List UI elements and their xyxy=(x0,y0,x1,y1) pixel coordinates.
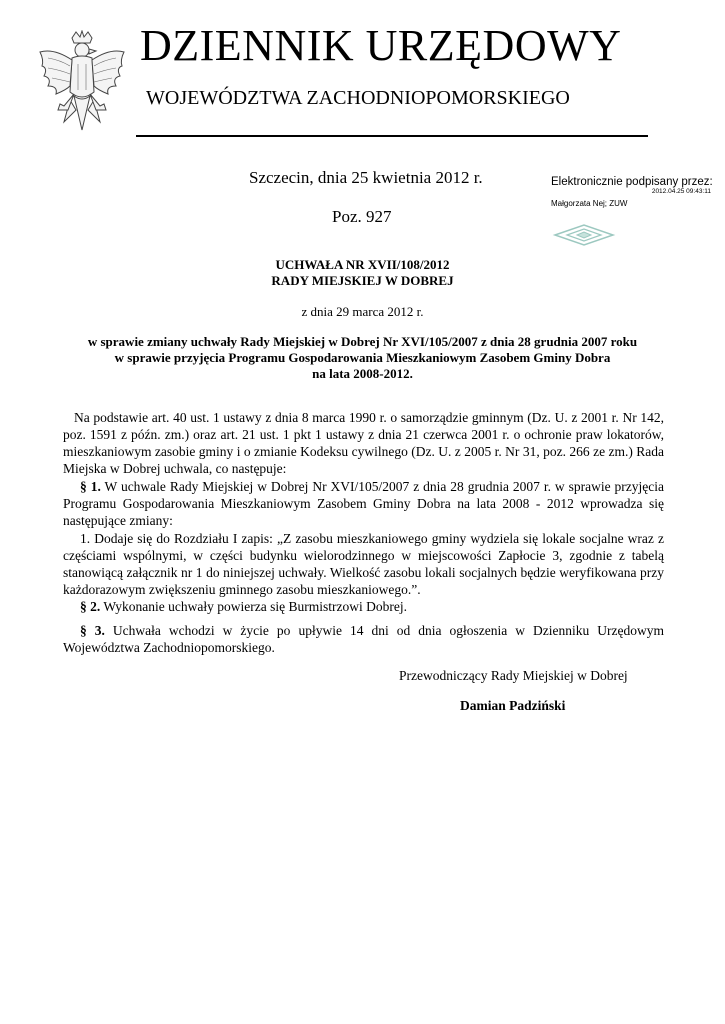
preamble-paragraph: Na podstawie art. 40 ust. 1 ustawy z dnia 8 marca 1990 r. o samorządzie gminnym (Dz. U. z 2001 r. Nr 142, poz. 1591 z późn. zm.) oraz art. 21 ust. 1 pkt 1 ustawy z dnia 21 czerwca 2001 r. o ochronie praw lokatorów, mieszkaniowym zasobie gminy i o zmianie Kodeksu cywilnego (Dz. U. z 2005 r. Nr 31, poz. 266 ze zm.) Rada Miejska w Dobrej uchwala, co następuje: xyxy=(63,410,664,476)
section-2-paragraph xyxy=(63,598,664,615)
place-date: Szczecin, dnia 25 kwietnia 2012 r. xyxy=(249,168,483,187)
position-number: Poz. 927 xyxy=(332,207,392,226)
header-divider xyxy=(136,135,648,137)
chairman-name: Damian Padziński xyxy=(460,698,566,713)
signature-stamp-logo-icon xyxy=(551,222,617,248)
section-3-label: § 3. xyxy=(80,623,105,638)
section-1-text: W uchwale Rady Miejskiej w Dobrej Nr XVI/105/2007 z dnia 28 grudnia 2007 r. w sprawie przyjęcia Programu Gospodarowania Mieszkaniowym Zasobem Gminy Dobra na lata 2008 - 2012 wprowadza się następujące zmiany: xyxy=(63,479,664,528)
section-2-label: § 2. xyxy=(80,599,101,614)
subject-line-1: w sprawie zmiany uchwały Rady Miejskiej w Dobrej Nr XVI/105/2007 z dnia 28 grudnia 2007 roku xyxy=(87,334,638,349)
section-2-text: Wykonanie uchwały powierza się Burmistrzowi Dobrej. xyxy=(100,599,407,614)
subject-line-3: na lata 2008-2012. xyxy=(312,366,413,381)
signature-signer: Małgorzata Nej; ZUW xyxy=(551,199,628,208)
signature-timestamp: 2012.04.25 09:43:11 xyxy=(651,188,711,195)
subject-line-2: w sprawie przyjęcia Programu Gospodarowania Mieszkaniowym Zasobem Gminy Dobra xyxy=(114,350,611,365)
section-3-paragraph xyxy=(63,622,664,656)
resolution-subject xyxy=(40,334,685,382)
section-1-paragraph xyxy=(63,478,664,529)
section-3-text: Uchwała wchodzi w życie po upływie 14 dni od dnia ogłoszenia w Dzienniku Urzędowym Województwa Zachodniopomorskiego. xyxy=(63,623,665,655)
resolution-number: UCHWAŁA NR XVII/108/2012 xyxy=(275,257,450,272)
resolution-body: RADY MIEJSKIEJ W DOBREJ xyxy=(271,273,454,288)
chairman-role: Przewodniczący Rady Miejskiej w Dobrej xyxy=(399,668,628,683)
signature-heading: Elektronicznie podpisany przez: xyxy=(551,176,713,188)
section-1-label: § 1. xyxy=(80,479,101,494)
electronic-signature-block xyxy=(551,176,711,208)
polish-eagle-emblem-icon xyxy=(34,30,130,144)
point-1-paragraph: 1. Dodaje się do Rozdziału I zapis: „Z zasobu mieszkaniowego gminy wydziela się lokale socjalne wraz z częściami wspólnymi, w części budynku wielorodzinnego w miejscowości Zapłocie 3, zgodnie z tabelą stanowiącą załącznik nr 1 do niniejszej uchwały. Wielkość zasobu lokali socjalnych będzie weryfikowana przy każdorazowym zwiększeniu gminnego zasobu mieszkaniowego.”. xyxy=(63,531,664,597)
journal-title: DZIENNIK URZĘDOWY xyxy=(140,21,622,70)
journal-subtitle: WOJEWÓDZTWA ZACHODNIOPOMORSKIEGO xyxy=(146,87,570,109)
resolution-date: z dnia 29 marca 2012 r. xyxy=(301,304,424,319)
